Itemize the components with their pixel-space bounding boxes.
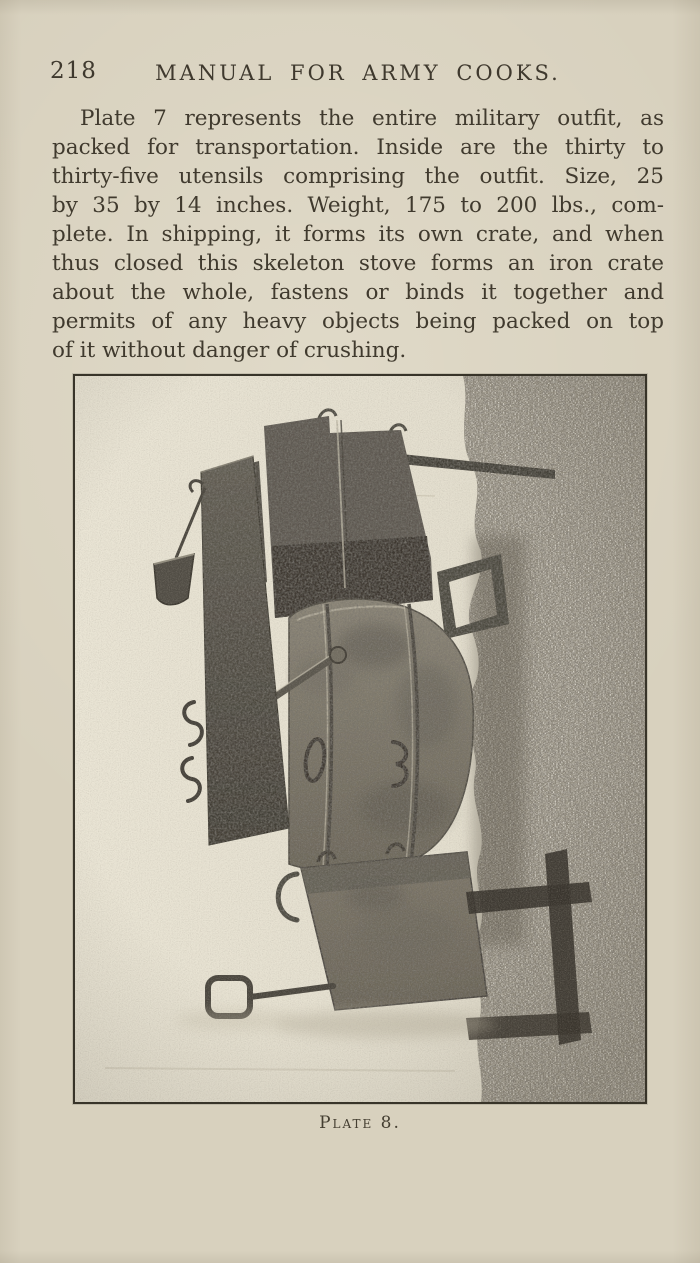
paragraph-line: by 35 by 14 inches. Weight, 175 to 200 lbs., com- xyxy=(52,193,664,218)
paragraph-line: permits of any heavy objects being packed on top xyxy=(52,309,664,334)
paragraph-line: about the whole, fastens or binds it together and xyxy=(52,280,664,305)
plate-photo-illustration xyxy=(75,376,645,1102)
paragraph-line: packed for transportation. Inside are the thirty to xyxy=(52,135,664,160)
plate-figure-frame xyxy=(73,374,647,1104)
paragraph-line: of it without danger of crushing. xyxy=(52,338,407,363)
page-number: 218 xyxy=(50,58,97,84)
body-paragraph xyxy=(52,104,664,365)
paragraph-line: thirty-five utensils comprising the outfit. Size, 25 xyxy=(52,164,664,189)
paragraph-line: plete. In shipping, it forms its own crate, and when xyxy=(52,222,664,247)
paragraph-line: Plate 7 represents the entire military outfit, as xyxy=(80,106,664,131)
plate-caption: Plate 8. xyxy=(319,1113,401,1133)
photo-vignette xyxy=(75,376,645,1102)
paragraph-line: thus closed this skeleton stove forms an iron crate xyxy=(52,251,664,276)
running-title: MANUAL FOR ARMY COOKS. xyxy=(155,61,561,85)
